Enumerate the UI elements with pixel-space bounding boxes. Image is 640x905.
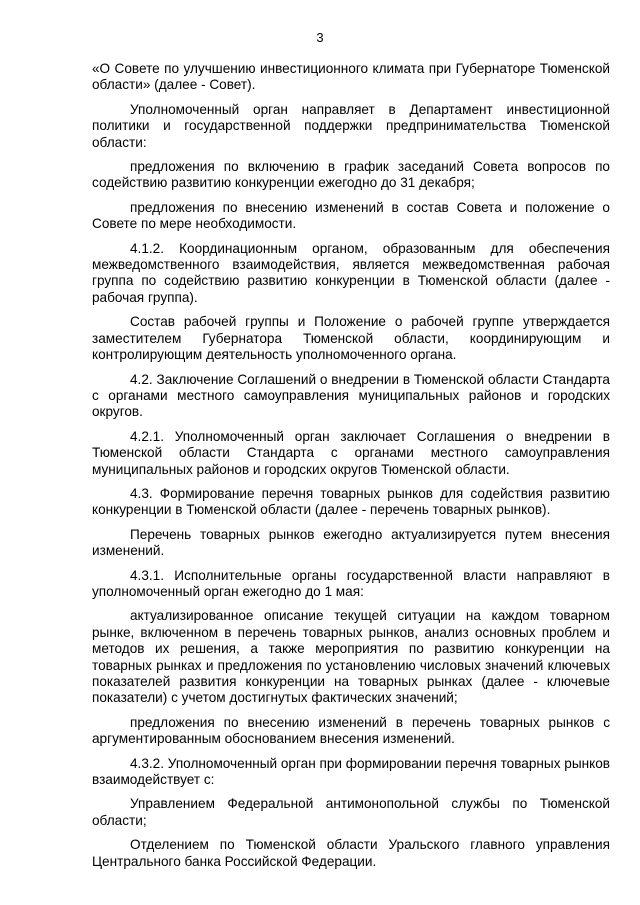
paragraph-4-2: 4.2. Заключение Соглашений о внедрении в Тюменской области Стандарта с органами местного самоуправления муниципальных районов и городских округов. <box>92 371 610 420</box>
paragraph-4-2-1: 4.2.1. Уполномоченный орган заключает Соглашения о внедрении в Тюменской области Стандарта с органами местного самоуправления муниципальных районов и городских округов Тюменской области. <box>92 428 610 477</box>
paragraph-authorized-body-sends: Уполномоченный орган направляет в Департамент инвестиционной политики и государственной поддержки предпринимательства Тюменской области: <box>92 101 610 150</box>
paragraph-4-1-2: 4.1.2. Координационным органом, образованным для обеспечения межведомственного взаимодействия, является межведомственная рабочая группа по содействию развитию конкуренции в Тюменской области (далее - рабочая группа). <box>92 240 610 305</box>
paragraph-market-list-change-proposals: предложения по внесению изменений в перечень товарных рынков с аргументированным обоснованием внесения изменений. <box>92 714 610 747</box>
paragraph-4-3: 4.3. Формирование перечня товарных рынков для содействия развитию конкуренции в Тюменской области (далее - перечень товарных рынков). <box>92 485 610 518</box>
paragraph-council-title-continuation: «О Совете по улучшению инвестиционного климата при Губернаторе Тюменской области» (далее - Совет). <box>92 61 610 93</box>
paragraph-schedule-proposals: предложения по включению в график заседаний Совета вопросов по содействию развитию конкуренции ежегодно до 31 декабря; <box>92 159 610 191</box>
paragraph-4-3-2: 4.3.2. Уполномоченный орган при формировании перечня товарных рынков взаимодействует с: <box>92 755 610 788</box>
paragraph-antimonopoly-service: Управлением Федеральной антимонопольной службы по Тюменской области; <box>92 796 610 828</box>
paragraph-working-group-composition: Состав рабочей группы и Положение о рабочей группе утверждается заместителем Губернатора Тюменской области, координирующим и контролирующим деятельность уполномоченного органа. <box>92 314 610 363</box>
paragraph-market-list-update: Перечень товарных рынков ежегодно актуализируется путем внесения изменений. <box>92 526 610 559</box>
paragraph-council-changes: предложения по внесению изменений в состав Совета и положение о Совете по мере необходимости. <box>92 199 610 232</box>
page-number: 3 <box>316 30 324 45</box>
paragraph-4-3-1: 4.3.1. Исполнительные органы государственной власти направляют в уполномоченный орган ежегодно до 1 мая: <box>92 567 610 599</box>
paragraph-central-bank-branch: Отделением по Тюменской области Уральского главного управления Центрального банка Российской Федерации. <box>92 837 610 869</box>
document-body <box>92 61 610 878</box>
paragraph-market-situation-description: актуализированное описание текущей ситуации на каждом товарном рынке, включенном в перечень товарных рынков, анализ основных проблем и методов их решения, а также мероприятия по развитию конкуренции на товарных рынках и предложения по установлению числовых значений ключевых показателей развития конкуренции на товарных рынках (далее - ключевые показатели) с учетом достигнутых фактических значений; <box>92 608 610 706</box>
